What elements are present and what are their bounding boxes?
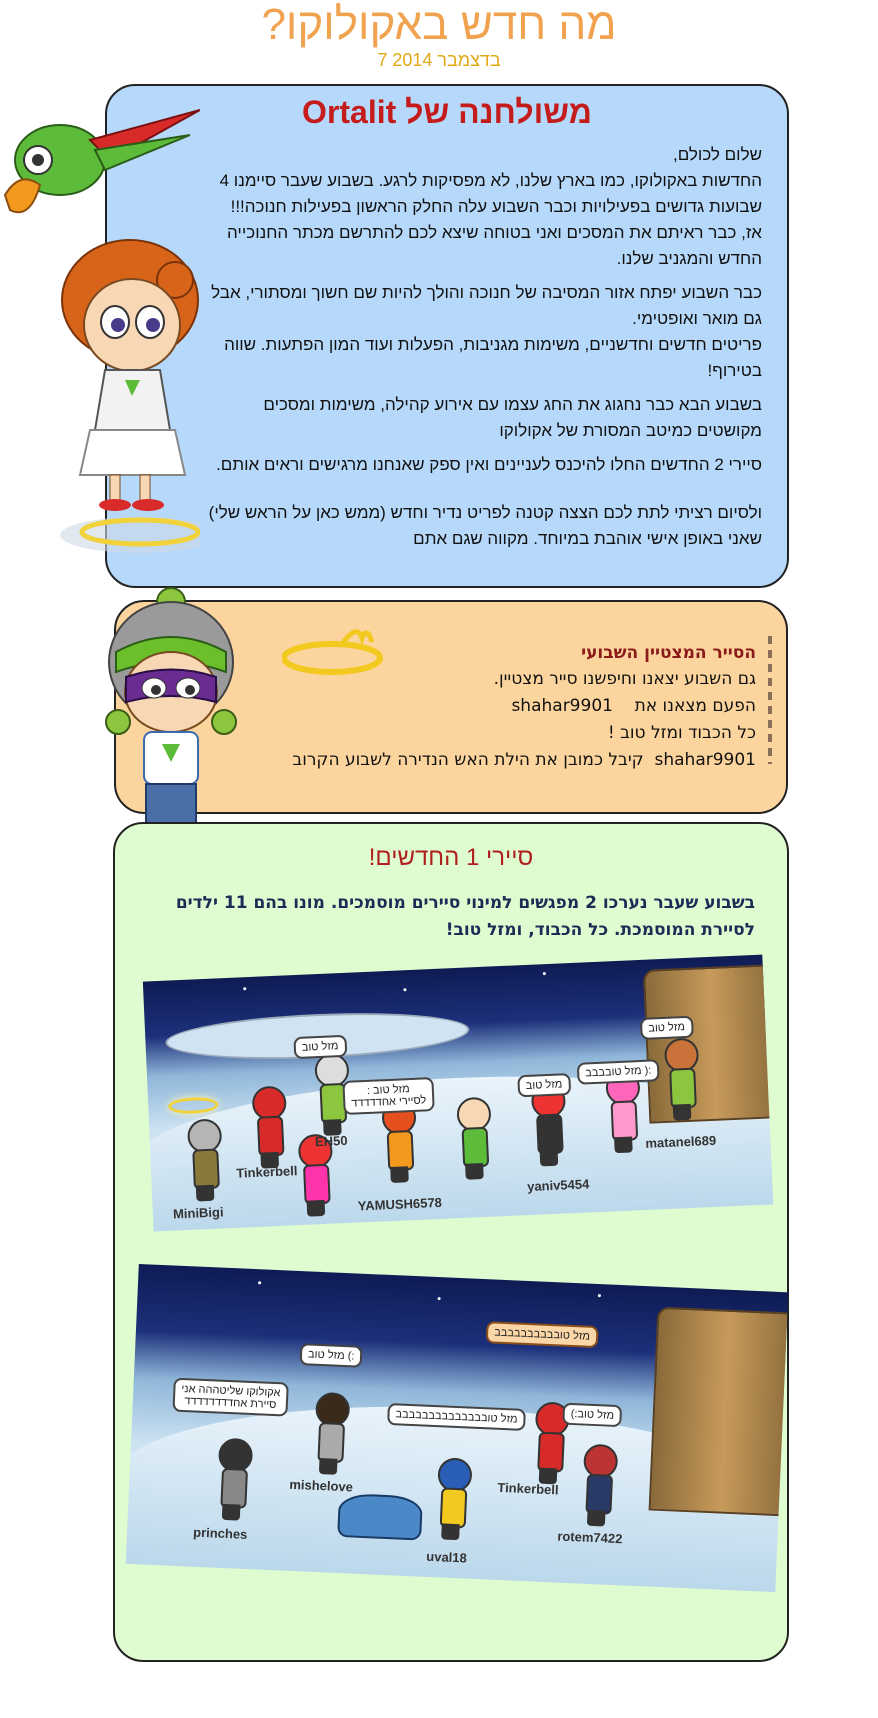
avatar-candle-crown [448,1096,498,1182]
page-title: מה חדש באקולוקו? [261,0,617,49]
username-label: Tinkerbell [497,1479,559,1498]
ortalit-avatar-character [0,100,200,570]
letter-paragraph-4: סיירי 2 החדשים החלו להיכנס לעניינים ואין ספק שאנחנו מרגישים וראים אותם. [216,455,762,474]
username-label: uval18 [426,1548,468,1566]
editor-desk-title: משולחנה של Ortalit [302,94,592,130]
ranger-line-2: הפעם מצאנו את shahar9901 [511,696,756,716]
fire-halo-icon [282,618,392,678]
letter-paragraph-1: שלום לכולם, החדשות באקולוקו, כמו בארץ שלנו, לא מפסיקות לרגע. בשבוע שעבר סיימנו 4 שבועות גדושים בפעילויות וכבר השבוע עלה החלק הראשון בפעילות חנוכה!!! אז, כבר ראיתם את המסכים ואני בטוחה שיצא לכם להתרשם מכתר החנוכייה החדש והמגניב שלנו. [219,145,762,268]
chat-bubble: מזל טובבבבבבבבבב [486,1321,599,1348]
avatar-tinkerbell [244,1085,294,1171]
ranger-line-3: כל הכבוד ומזל טוב ! [607,723,756,743]
new-rangers-title: סיירי 1 החדשים! [368,844,534,871]
username-label: yaniv5454 [526,1176,590,1195]
username-label: YAMUSH6578 [357,1194,443,1214]
username-label: rotem7422 [557,1528,623,1547]
chat-bubble: אקולוקו שליטההה אני סיירת אחדדדדדדדד [172,1378,288,1417]
avatar-matanel [656,1037,706,1123]
chat-bubble: מזל טוב [293,1035,347,1059]
editor-desk-panel [105,84,789,588]
chat-bubble: מזל טוב:) [562,1403,622,1428]
new-rangers-text: בשבוע שעבר נערכו 2 מפגשים למינוי סיירים מוסמכים. מונו בהם 11 ילדים לסיירת המוסמכת. כל הכבוד, ומזל טוב! [175,893,755,940]
outstanding-ranger-title: הסייר המצטיין השבועי [581,643,756,663]
username-label: mishelove [289,1476,354,1495]
letter-paragraph-3: בשבוע הבא כבר נחגוג את החג עצמו עם אירוע קהילה, משימות ומסכים מקושטים כמיטב המסורת של אקולוקו [263,395,762,440]
username-label: prinches [192,1524,248,1542]
chat-bubble: מזל טוב [517,1073,571,1097]
chat-bubble: :( מזל טובבבב [577,1059,660,1085]
username-label: Tinkerbell [235,1163,298,1181]
ranger-line-4: shahar9901 קיבל כמובן את הילת האש הנדירה לשבוע הקרוב [292,750,756,770]
ranger-line-1: גם השבוע יצאנו וחיפשנו סייר מצטיין. [493,669,756,689]
letter-paragraph-5: ולסיום רציתי לתת לכם הצצה קטנה לפריט נדיר וחדש (ממש כאן על הראש שלי) שאני באופן אישי אוהבת במיוחד. מקווה שגם אתם [208,503,762,548]
chat-bubble: מזל טוב : לסיירי אחדדדדד [342,1077,434,1115]
avatar-rotem [573,1443,623,1529]
chat-bubble: מזל טובבבבבבבבבבבבבב [387,1403,526,1431]
editor-letter [207,142,762,560]
chat-bubble: :) מזל טוב [300,1343,363,1368]
avatar-uval18 [427,1457,477,1543]
avatar-prinches [208,1437,258,1523]
page-date: 7 בדצמבר 2014 [377,50,501,70]
username-label: EH50 [314,1132,348,1150]
username-label: MiniBigi [172,1204,224,1222]
game-screenshot-1 [143,955,773,1232]
ranger-avatar-character [96,582,246,852]
game-screenshot-2 [126,1264,788,1592]
chat-bubble: מזל טוב [640,1016,694,1040]
username-label: matanel689 [645,1132,717,1151]
parrot-and-girl-illustration [0,100,200,570]
decorative-divider [768,636,772,764]
avatar-mishelove [305,1391,355,1477]
avatar-minibigi [179,1118,229,1204]
dinosaur-pet-icon [337,1493,423,1541]
letter-paragraph-2: כבר השבוע יפתח אזור המסיבה של חנוכה והולך להיות שם חשוך ומסתורי, אבל גם מואר ואופטימי. פריטים חדשים וחדשניים, משימות מגניבות, הפעלות ועוד המון הפתעות. שווה בטירוף! [211,283,762,380]
